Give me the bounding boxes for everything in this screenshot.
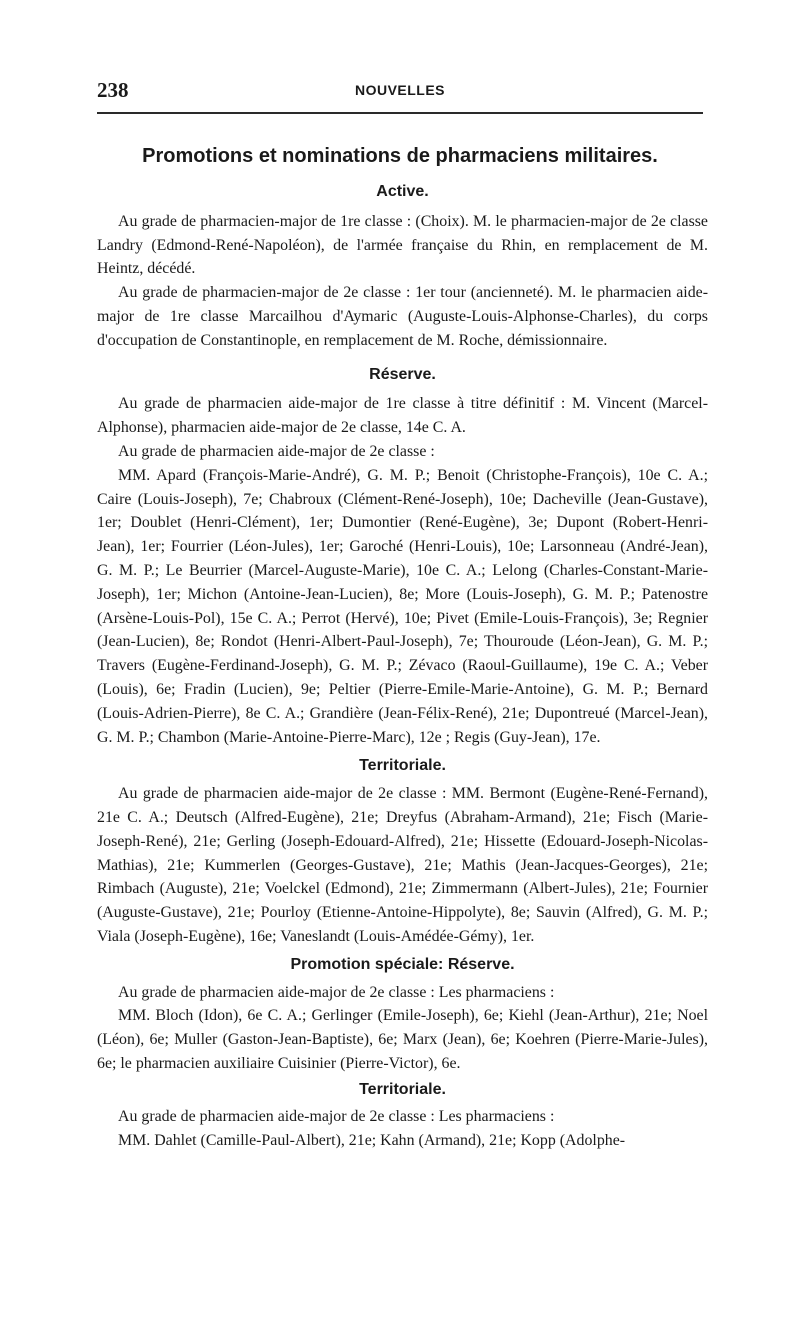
paragraph: MM. Apard (François-Marie-André), G. M. P.; Benoit (Christophe-François), 10e C. A.; Caire (Louis-Joseph), 7e; Chabroux (Clément-René-Joseph), 10e; Dacheville (Jean-Gustave), 1er; Doublet (Henri-Clément), 1er; Dumontier (René-Eugène), 3e; Dupont (Robert-Henri-Jean), 1er; Fourrier (Léon-Jules), 1er; Garoché (Henri-Louis), 10e; Larsonneau (André-Jean), G. M. P.; Le Beurrier (Marcel-Auguste-Marie), 10e C. A.; Lelong (Charles-Constant-Marie-Joseph), 1er; Michon (Antoine-Jean-Lucien), 8e; More (Louis-Joseph), G. M. P.; Patenostre (Arsène-Louis-Pol), 15e C. A.; Perrot (Hervé), 10e; Pivet (Emile-Louis-François), 3e; Regnier (Jean-Lucien), 8e; Rondot (Henri-Albert-Paul-Joseph), 7e; Thouroude (Léon-Jean), G. M. P.; Travers (Eugène-Ferdinand-Joseph), G. M. P.; Zévaco (Raoul-Guillaume), 19e C. A.; Veber (Louis), 6e; Fradin (Lucien), 9e; Peltier (Pierre-Emile-Marie-Antoine), G. M. P.; Bernard (Louis-Adrien-Pierre), 8e C. A.; Grandière (Jean-Félix-René), 21e; Dupontreué (Marcel-Jean), G. M. P.; Chambon (Marie-Antoine-Pierre-Marc), 12e ; Regis (Guy-Jean), 17e.	[97, 466, 708, 746]
article-title: Promotions et nominations de pharmaciens militaires.	[142, 145, 658, 167]
section-heading-territoriale-2: Territoriale.	[359, 1080, 446, 1098]
paragraph: Au grade de pharmacien aide-major de 2e classe : Les pharmaciens :	[118, 983, 555, 1001]
paragraph: Au grade de pharmacien aide-major de 1re classe à titre définitif : M. Vincent (Marcel-Alphonse), pharmacien aide-major de 2e classe, 14e C. A.	[97, 395, 708, 437]
paragraph: Au grade de pharmacien-major de 2e classe : 1er tour (ancienneté). M. le pharmacien aide-major de 1re classe Marcailhou d'Aymaric (Auguste-Louis-Alphonse-Charles), du corps d'occupation de Constantinople, en remplacement de M. Roche, démissionnaire.	[97, 284, 708, 349]
paragraph: MM. Dahlet (Camille-Paul-Albert), 21e; Kahn (Armand), 21e; Kopp (Adolphe-	[118, 1132, 626, 1150]
article-body	[97, 180, 708, 1153]
paragraph: Au grade de pharmacien aide-major de 2e classe :	[118, 442, 435, 460]
section-heading-promotion-speciale: Promotion spéciale: Réserve.	[290, 955, 515, 973]
section-heading-territoriale: Territoriale.	[359, 757, 446, 775]
header-rule	[97, 112, 703, 114]
running-header	[97, 78, 703, 102]
paragraph: MM. Bloch (Idon), 6e C. A.; Gerlinger (Emile-Joseph), 6e; Kiehl (Jean-Arthur), 21e; Noel (Léon), 6e; Muller (Gaston-Jean-Baptiste), 6e; Marx (Jean), 6e; Koehren (Pierre-Marie-Jules), 6e; le pharmacien auxiliaire Cuisinier (Pierre-Victor), 6e.	[97, 1007, 708, 1072]
paragraph: Au grade de pharmacien-major de 1re classe : (Choix). M. le pharmacien-major de 2e classe Landry (Edmond-René-Napoléon), de l'armée française du Rhin, en remplacement de M. Heintz, décédé.	[97, 212, 708, 278]
section-heading-active: Active.	[376, 183, 429, 200]
paragraph: Au grade de pharmacien aide-major de 2e classe : Les pharmaciens :	[118, 1108, 555, 1126]
running-title: NOUVELLES	[354, 82, 446, 98]
section-heading-reserve: Réserve.	[369, 365, 436, 383]
page-number: 238	[97, 78, 129, 102]
paragraph: Au grade de pharmacien aide-major de 2e classe : MM. Bermont (Eugène-René-Fernand), 21e C. A.; Deutsch (Alfred-Eugène), 21e; Dreyfus (Abraham-Armand), 21e; Fisch (Marie-Joseph-René), 21e; Gerling (Joseph-Edouard-Alfred), 21e; Hissette (Edouard-Joseph-Nicolas-Mathias), 21e; Kummerlen (Georges-Gustave), 21e; Mathis (Jean-Jacques-Georges), 21e; Rimbach (Auguste), 21e; Voelckel (Edmond), 21e; Zimmermann (Albert-Jules), 21e; Fournier (Auguste-Gustave), 21e; Pourloy (Etienne-Antoine-Hippolyte), 8e; Sauvin (Alfred), G. M. P.; Viala (Joseph-Eugène), 16e; Vaneslandt (Louis-Amédée-Gémy), 1er.	[97, 785, 708, 945]
